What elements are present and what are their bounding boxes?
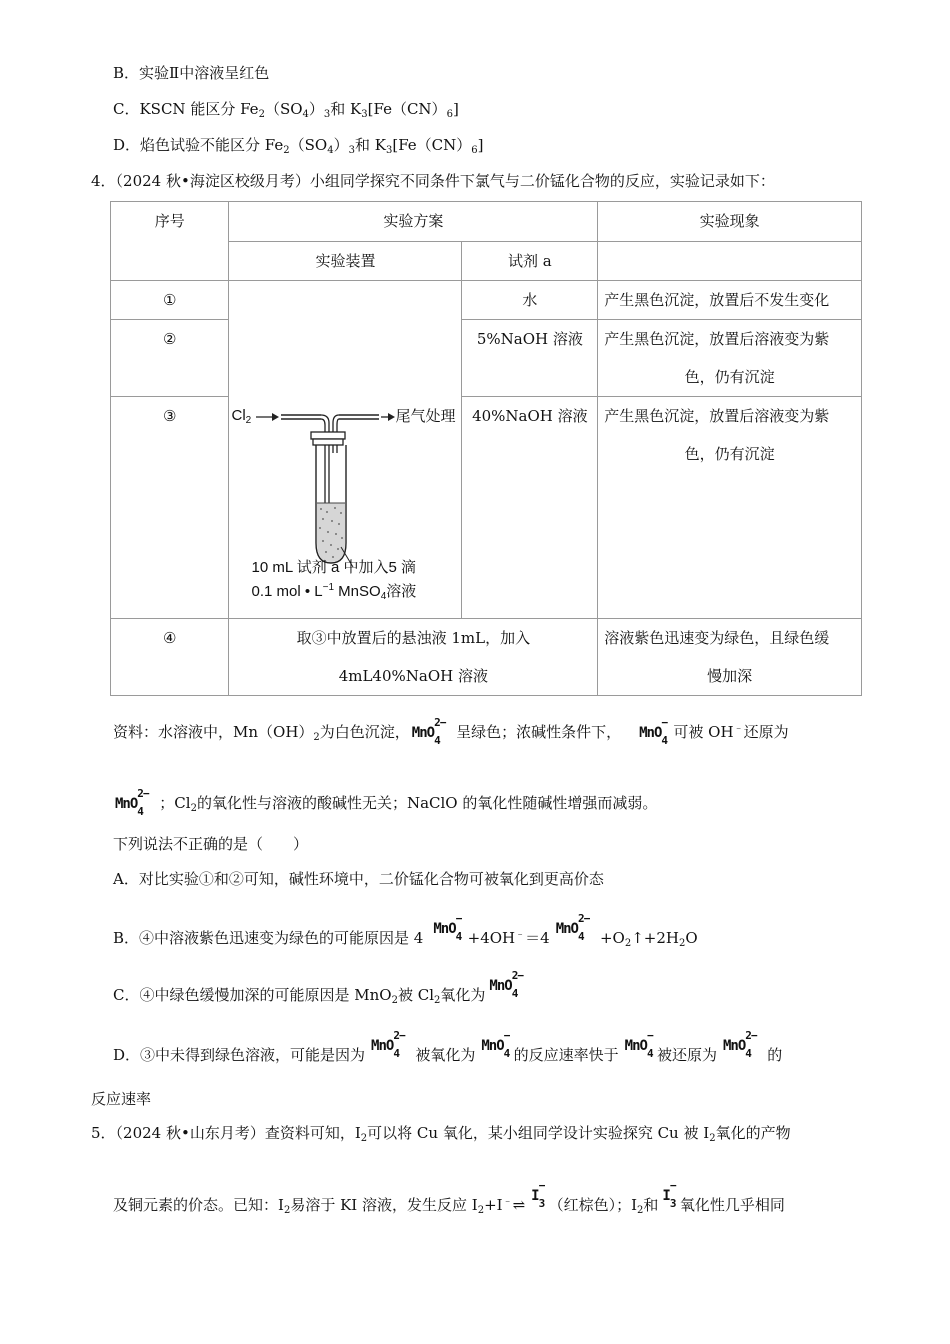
permanganate-ion: MnO − 4 (481, 1029, 510, 1060)
manganate-ion: MnO 2− 4 (411, 716, 446, 747)
device-caption-2: 0.1 mol • $L^{-1}$ MnSO$_4$溶液 (251, 582, 417, 602)
row-phenomenon: 产生黑色沉淀，放置后不发生变化 (598, 281, 862, 320)
row-no: ② (111, 320, 229, 397)
row-plan: 取③中放置后的悬浊液 1mL，加入 4mL40%NaOH 溶液 (229, 619, 598, 696)
permanganate-ion: MnO − 4 (433, 912, 462, 943)
option-d-cont: 反应速率 (91, 1090, 152, 1108)
header-empty (598, 242, 862, 281)
triiodide-ion: I − 3 (662, 1179, 676, 1210)
row-reagent: 水 (462, 281, 598, 320)
question-5-line-1: 5．（2024 秋•山东月考）查资料可知，$I_2$可以将 Cu 氧化，某小组同学设计实验探究 Cu 被 $I_2$氧化的产物 (91, 1124, 791, 1144)
option-b: B．④中溶液紫色迅速变为绿色的可能原因是 4 MnO − 4 +4OH﹣＝4 MnO 2− 4 $+O_2↑+2H_2O$ (113, 912, 698, 949)
header-no: 序号 (111, 202, 229, 281)
option-c: C．④中绿色缓慢加深的可能原因是 MnO$_2$被 $Cl_2$氧化为 MnO 2− 4 (113, 969, 523, 1006)
manganate-ion: MnO 2− 4 (371, 1029, 405, 1060)
row-reagent: 5%NaOH 溶液 (462, 320, 598, 397)
info-line-2: MnO 2− 4 ；$Cl_2$的氧化性与溶液的酸碱性无关；NaClO 的氧化性随碱性增强而减弱。 (115, 787, 658, 818)
cl2-label: $Cl_2$ (231, 407, 252, 426)
header-device: 实验装置 (229, 242, 462, 281)
header-plan: 实验方案 (229, 202, 598, 242)
experiment-table (110, 201, 862, 696)
question-5-line-2: 及铜元素的价态。已知：$I_2$易溶于 KI 溶液，发生反应 $I_2+I^﹣\rightleftharpoons$ I − 3 （红棕色）；$I_2$和 I − 3 氧化性几乎相同 (113, 1179, 785, 1216)
option-d-prev: D．焰色试验不能区分 $Fe_2(SO_4)_3$和 $K_3[Fe(CN)_6]$ (113, 136, 484, 156)
info-line-1: 资料：水溶液中，$Mn(OH)_2$为白色沉淀， MnO 2− 4 呈绿色；浓碱性条件下， MnO − 4 可被 OH﹣还原为 (113, 716, 789, 747)
row-no: ① (111, 281, 229, 320)
row-reagent: 40%NaOH 溶液 (462, 397, 598, 619)
manganate-ion: MnO 2− 4 (115, 787, 149, 818)
option-c-prev: C．KSCN 能区分 $Fe_2(SO_4)_3$和 $K_3[Fe(CN)_6]$ (113, 100, 459, 120)
manganate-ion: MnO 2− 4 (489, 969, 523, 1000)
row-phenomenon: 溶液紫色迅速变为绿色，且绿色缓 慢加深 (598, 619, 862, 696)
manganate-ion: MnO 2− 4 (555, 912, 590, 943)
permanganate-ion: MnO − 4 (639, 716, 668, 747)
option-d: D．③中未得到绿色溶液，可能是因为 MnO 2− 4 被氧化为 MnO − 4 的反应速率快于 MnO − 4 被还原为 MnO 2− 4 的 (113, 1029, 783, 1064)
row-no: ④ (111, 619, 229, 696)
question-4-stem: 4．（2024 秋•海淀区校级月考）小组同学探究不同条件下氯气与二价锰化合物的反应，实验记录如下： (91, 172, 775, 190)
header-phenomenon: 实验现象 (598, 202, 862, 242)
apparatus-figure (229, 281, 461, 618)
tail-gas-label: 尾气处理 (395, 408, 456, 425)
manganate-ion: MnO 2− 4 (722, 1029, 757, 1060)
option-b-prev: B．实验Ⅱ中溶液呈红色 (113, 64, 270, 82)
option-a: A．对比实验①和②可知，碱性环境中，二价锰化合物可被氧化到更高价态 (113, 870, 604, 888)
device-caption-1: 10 mL 试剂 a 中加入5 滴 (251, 559, 416, 576)
permanganate-ion: MnO − 4 (624, 1029, 653, 1060)
row-phenomenon: 产生黑色沉淀，放置后溶液变为紫 色，仍有沉淀 (598, 397, 862, 619)
apparatus-cell (229, 281, 462, 619)
question-ask: 下列说法不正确的是（ ） (113, 835, 309, 853)
row-phenomenon: 产生黑色沉淀，放置后溶液变为紫 色，仍有沉淀 (598, 320, 862, 397)
header-reagent: 试剂 a (462, 242, 598, 281)
row-no: ③ (111, 397, 229, 619)
triiodide-ion: I − 3 (531, 1179, 545, 1210)
